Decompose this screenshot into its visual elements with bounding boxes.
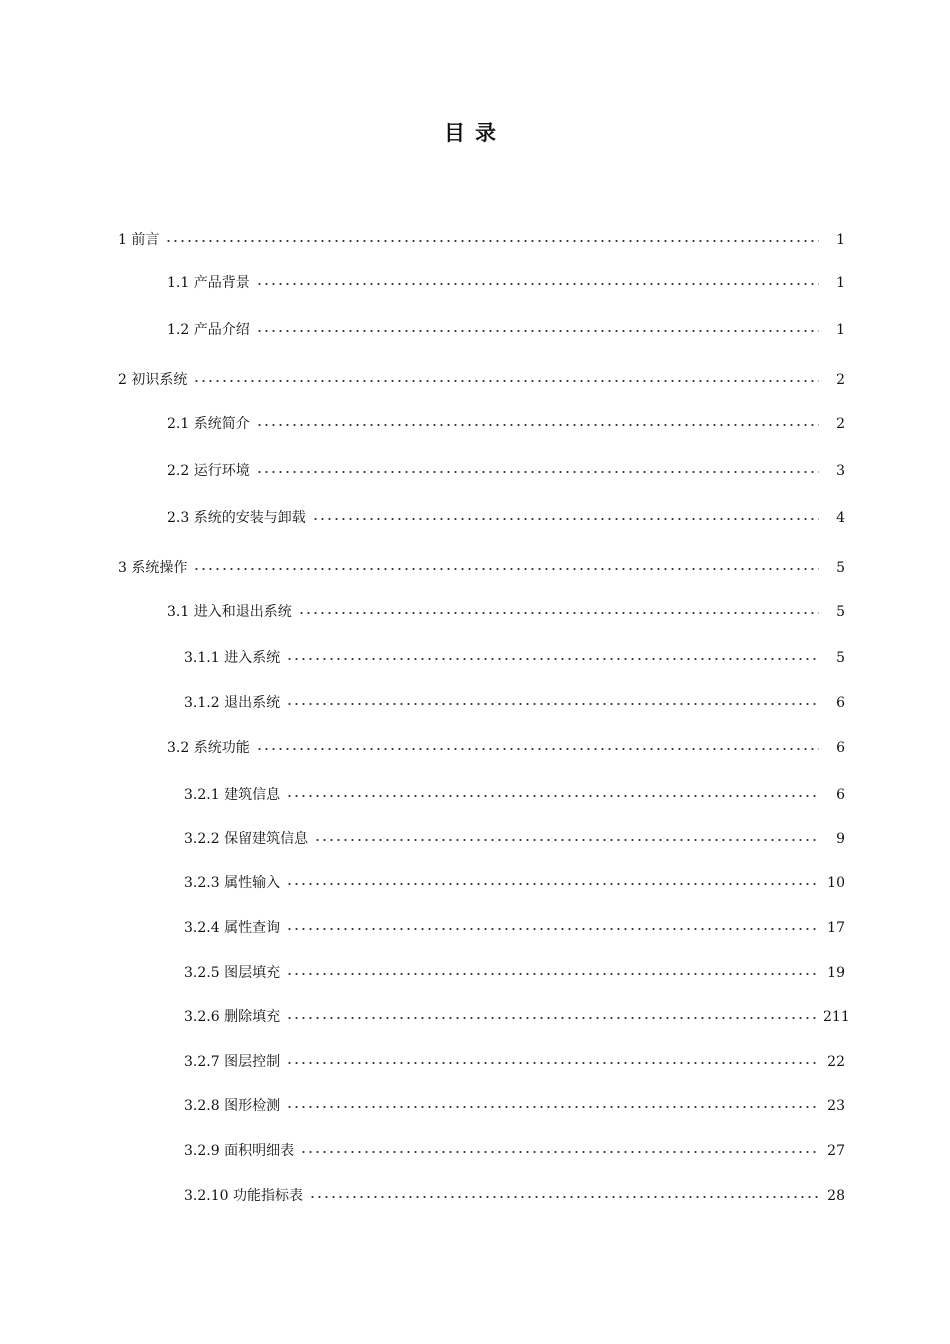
toc-leader-dots xyxy=(286,1051,819,1073)
toc-entry-page: 19 xyxy=(827,965,845,981)
toc-entry[interactable] xyxy=(184,917,845,939)
toc-entry-label: 1 前言 xyxy=(118,232,160,248)
toc-entry-label: 3 系统操作 xyxy=(118,560,188,576)
toc-entry-label: 3.2.5 图层填充 xyxy=(184,965,281,981)
toc-leader-dots xyxy=(286,1095,819,1117)
toc-entry-page: 10 xyxy=(827,875,845,891)
toc-entry-label: 3.2.10 功能指标表 xyxy=(184,1188,303,1204)
toc-entry[interactable] xyxy=(184,1051,845,1073)
toc-entry-label: 2.2 运行环境 xyxy=(167,463,250,479)
toc-entry-page: 9 xyxy=(836,831,845,847)
toc-entry[interactable] xyxy=(118,369,845,391)
toc-entry-page: 2 xyxy=(836,416,845,432)
toc-leader-dots xyxy=(256,460,819,482)
toc-leader-dots xyxy=(256,737,819,759)
toc-entry-page: 3 xyxy=(836,463,845,479)
toc-leader-dots xyxy=(286,962,819,984)
toc-entry-page: 1 xyxy=(836,322,845,338)
toc-entry-page: 5 xyxy=(836,604,845,620)
toc-entry[interactable] xyxy=(167,319,845,341)
toc-entry-page: 6 xyxy=(836,740,845,756)
toc-entry-label: 1.1 产品背景 xyxy=(167,275,250,291)
toc-entry[interactable] xyxy=(167,737,845,759)
toc-entry-page: 23 xyxy=(827,1098,845,1114)
toc-leader-dots xyxy=(286,1006,819,1028)
toc-entry[interactable] xyxy=(184,1140,845,1162)
page-title: 目录 xyxy=(444,120,506,145)
toc-entry-label: 3.2.8 图形检测 xyxy=(184,1098,281,1114)
toc-entry[interactable] xyxy=(118,557,845,579)
toc-entry-label: 3.2.9 面积明细表 xyxy=(184,1143,295,1159)
toc-leader-dots xyxy=(286,872,819,894)
toc-entry-page: 6 xyxy=(836,787,845,803)
toc-leader-dots xyxy=(286,647,819,669)
toc-entry-label: 2 初识系统 xyxy=(118,372,188,388)
toc-entry-page: 211 xyxy=(823,1009,850,1025)
toc-entry-label: 3.2.2 保留建筑信息 xyxy=(184,831,309,847)
toc-entry[interactable] xyxy=(184,692,845,714)
toc-entry-label: 2.3 系统的安装与卸载 xyxy=(167,510,306,526)
toc-entry-label: 3.1.2 退出系统 xyxy=(184,695,281,711)
toc-entry[interactable] xyxy=(184,828,845,850)
toc-entry[interactable] xyxy=(184,962,845,984)
toc-leader-dots xyxy=(165,229,819,251)
toc-leader-dots xyxy=(286,692,819,714)
toc-entry-page: 22 xyxy=(827,1054,845,1070)
toc-leader-dots xyxy=(193,557,819,579)
toc-leader-dots xyxy=(298,601,819,623)
toc-leader-dots xyxy=(256,272,819,294)
toc-entry[interactable] xyxy=(184,872,845,894)
toc-entry[interactable] xyxy=(184,647,845,669)
toc-entry-page: 5 xyxy=(836,650,845,666)
toc-leader-dots xyxy=(300,1140,819,1162)
toc-entry-label: 1.2 产品介绍 xyxy=(167,322,250,338)
toc-entry[interactable] xyxy=(184,1185,845,1207)
toc-entry-page: 1 xyxy=(836,232,845,248)
toc-entry-label: 3.2.4 属性查询 xyxy=(184,920,281,936)
toc-leader-dots xyxy=(256,319,819,341)
toc-entry-page: 2 xyxy=(836,372,845,388)
toc-entry-label: 3.2.6 删除填充 xyxy=(184,1009,281,1025)
toc-leader-dots xyxy=(314,828,819,850)
toc-entry[interactable] xyxy=(184,1095,845,1117)
toc-entry-page: 6 xyxy=(836,695,845,711)
toc-entry[interactable] xyxy=(167,601,845,623)
toc-leader-dots xyxy=(286,917,819,939)
toc-leader-dots xyxy=(309,1185,819,1207)
toc-entry-label: 3.2.1 建筑信息 xyxy=(184,787,281,803)
toc-entry[interactable] xyxy=(167,460,845,482)
toc-entry-label: 3.1.1 进入系统 xyxy=(184,650,281,666)
toc-entry-page: 4 xyxy=(836,510,845,526)
toc-entry-label: 3.2.3 属性输入 xyxy=(184,875,281,891)
toc-entry[interactable] xyxy=(167,413,845,435)
toc-leader-dots xyxy=(286,784,819,806)
toc-entry-page: 17 xyxy=(827,920,845,936)
toc-entry-label: 3.2.7 图层控制 xyxy=(184,1054,281,1070)
toc-entry-page: 5 xyxy=(836,560,845,576)
toc-entry[interactable] xyxy=(184,784,845,806)
toc-entry[interactable] xyxy=(167,507,845,529)
toc-entry[interactable] xyxy=(184,1006,850,1028)
toc-leader-dots xyxy=(256,413,819,435)
toc-leader-dots xyxy=(193,369,819,391)
toc-entry-page: 27 xyxy=(827,1143,845,1159)
toc-entry-page: 28 xyxy=(827,1188,845,1204)
toc-entry-label: 2.1 系统简介 xyxy=(167,416,250,432)
toc-entry-label: 3.1 进入和退出系统 xyxy=(167,604,292,620)
toc-entry-label: 3.2 系统功能 xyxy=(167,740,250,756)
toc-entry-page: 1 xyxy=(836,275,845,291)
toc-leader-dots xyxy=(312,507,819,529)
toc-entry[interactable] xyxy=(118,229,845,251)
toc-entry[interactable] xyxy=(167,272,845,294)
